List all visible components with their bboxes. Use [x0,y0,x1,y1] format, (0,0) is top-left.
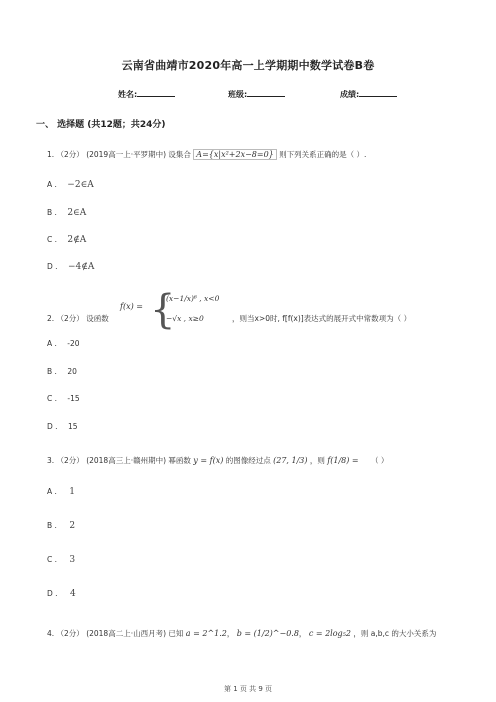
class-field [228,88,285,100]
question-2-option-c[interactable] [47,394,80,403]
option-text: 2 [69,521,76,531]
option-text: 15 [67,422,78,431]
question-1-option-c[interactable] [47,235,86,245]
question-3-expr: f(1/8) = [327,456,359,465]
option-text: 1 [69,487,76,497]
question-4-b: b = (1/2)^−0.8 [236,629,299,638]
question-2-option-b[interactable] [47,367,77,376]
option-label: B . [47,367,57,376]
option-text: 2∈A [67,208,87,218]
question-3-point: (27, 1/3) [273,456,308,465]
page-title: 云南省曲靖市2020年高一上学期期中数学试卷B卷 [121,59,375,72]
question-3-prefix: 3. （2分） (2018高三上·赣州期中) 幂函数 [47,456,191,465]
option-label: A . [47,339,57,348]
question-3-option-d[interactable] [47,589,76,599]
option-text: 20 [67,367,77,376]
class-blank [247,88,285,97]
question-3-option-c[interactable] [47,555,75,565]
question-2-option-d[interactable] [47,422,77,431]
option-label: D . [47,422,58,431]
question-4-suffix: ，则 a,b,c 的大小关系为 [353,629,437,638]
option-text: 3 [69,555,76,565]
option-label: C . [47,555,58,564]
name-field [118,88,175,100]
question-3-suffix: （ ） [371,456,389,465]
question-2 [47,313,109,324]
option-text: 2∉A [67,235,87,245]
score-blank [359,88,397,97]
name-label: 姓名: [118,90,138,99]
question-3 [47,455,388,466]
question-1 [47,149,366,160]
option-label: C . [47,235,58,244]
option-text: -15 [67,394,80,403]
question-2-prefix: 2. （2分） 设函数 [47,314,109,323]
question-3-middle: 的图像经过点 [225,456,271,465]
option-label: B . [47,521,57,530]
page-footer: 第 1 页 共 9 页 [223,685,273,693]
question-1-suffix: 则下列关系正确的是（ ）. [279,150,367,159]
name-blank [137,88,175,97]
option-text: -20 [67,339,80,348]
option-label: D . [47,589,58,598]
question-3-then: ，则 [309,456,325,465]
question-4-prefix: 4. （2分） (2018高二上·山西月考) 已知 [47,629,184,638]
question-2-option-a[interactable] [47,339,80,348]
score-field [340,88,397,100]
question-3-option-a[interactable] [47,487,75,497]
piecewise-function [120,288,230,334]
class-label: 班级: [228,90,248,99]
question-1-math: A={x|x²+2x−8=0} [193,149,276,160]
question-4-a: a = 2^1.2 [185,629,227,638]
question-2-suffix: ，则当x>0时, f[f(x)]表达式的展开式中常数项为（ ） [232,314,412,323]
option-label: C . [47,394,58,403]
question-3-option-b[interactable] [47,521,75,531]
option-label: B . [47,208,57,217]
case-2: −√x , x≥0 [166,314,204,323]
question-1-option-a[interactable] [47,180,94,190]
question-3-math: y = f(x) [193,456,224,465]
question-1-option-d[interactable] [47,262,94,272]
question-1-prefix: 1. （2分） (2019高一上·平罗期中) 设集合 [47,150,191,159]
question-4: 4. （2分） (2018高二上·山西月考) 已知 a = 2^1.2， b = (1/2)^−0.8， c = 2log₅2 ，则 a,b,c 的大小关系为 [47,629,437,638]
question-1-option-b[interactable] [47,208,86,218]
option-label: A . [47,487,57,496]
score-label: 成绩: [340,90,360,99]
case-1: (x−1/x)⁶ , x<0 [166,294,220,303]
section-title: 一、 选择题 (共12题；共24分) [36,120,166,130]
function-name: f(x) = [120,302,143,311]
question-4-c: c = 2log₅2 [308,629,351,638]
option-label: D . [47,262,58,271]
brace: { [150,287,176,333]
option-text: −2∈A [67,180,94,190]
option-label: A . [47,180,57,189]
option-text: −4∉A [67,262,95,272]
option-text: 4 [69,589,76,599]
